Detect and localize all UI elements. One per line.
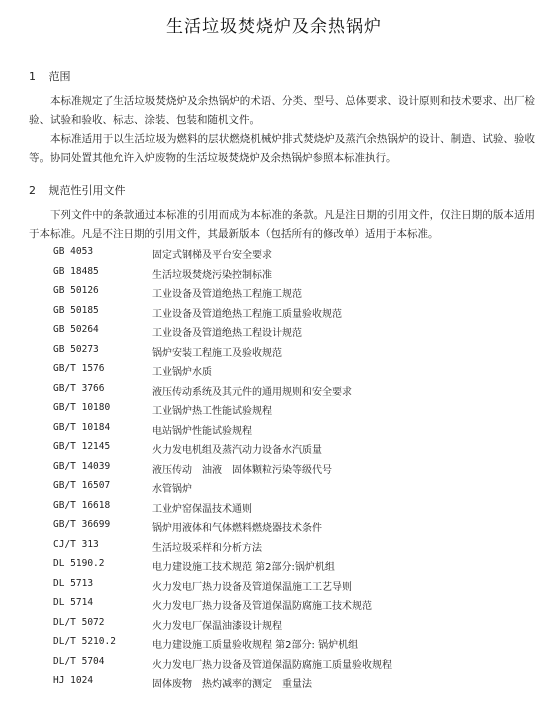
reference-code: DL/T 5704 [53,655,105,667]
reference-code: GB/T 10184 [53,421,111,433]
reference-name: 固体废物 热灼减率的测定 重量法 [152,679,312,690]
section-title: 范围 [48,70,71,83]
section-number: 1 [29,70,36,83]
section-title: 规范性引用文件 [48,184,126,197]
reference-name: 工业炉窑保温技术通则 [152,503,252,515]
reference-code: GB 18485 [53,265,99,277]
reference-code: GB 50185 [53,304,99,316]
reference-name: 工业锅炉热工性能试验规程 [152,406,272,417]
reference-code: GB/T 10180 [53,402,111,413]
reference-item [0,500,548,519]
reference-name: 电力建设施工质量验收规程 第2部分: 锅炉机组 [152,640,359,651]
reference-code: GB/T 3766 [53,382,105,394]
reference-item [0,480,548,499]
reference-code: GB/T 12145 [53,441,111,452]
reference-item [0,305,548,324]
reference-code: DL/T 5072 [53,616,105,628]
reference-name: 生活垃圾焚烧污染控制标准 [152,269,272,281]
reference-code: GB 4053 [53,246,94,257]
reference-code: CJ/T 313 [53,538,99,550]
reference-item [0,402,548,421]
reference-code: GB/T 16618 [53,499,111,511]
reference-name: 工业设备及管道绝热工程施工质量验收规范 [152,308,342,320]
reference-name: 水管锅炉 [152,484,192,495]
document-title: 生活垃圾焚烧炉及余热锅炉 [166,17,382,37]
reference-item [0,675,548,694]
reference-name: 电站锅炉性能试验规程 [152,425,252,437]
reference-name: 火力发电机组及蒸汽动力设备水汽质量 [152,445,322,456]
section-heading [29,182,126,198]
section-number: 2 [29,184,36,197]
reference-name: 工业设备及管道绝热工程施工规范 [152,289,302,300]
reference-item [0,363,548,382]
reference-item [0,617,548,636]
reference-name: 生活垃圾采样和分析方法 [152,542,262,554]
reference-code: DL/T 5210.2 [53,636,116,647]
reference-name: 锅炉用液体和气体燃料燃烧器技术条件 [152,523,322,534]
reference-name: 火力发电厂热力设备及管道保温防腐施工技术规范 [152,601,372,612]
reference-code: GB/T 36699 [53,519,111,530]
reference-item [0,461,548,480]
reference-name: 火力发电厂热力设备及管道保温施工工艺导则 [152,581,352,593]
reference-code: GB 50264 [53,324,99,335]
paragraph: 本标准适用于以生活垃圾为燃料的层状燃烧机械炉排式焚烧炉及蒸汽余热锅炉的设计、制造、试验、验收等。协同处置其他允许入炉废物的生活垃圾焚烧炉及余热锅炉参照本标准执行。 [29,133,535,164]
reference-code: GB/T 16507 [53,480,111,491]
section-heading [29,68,71,84]
reference-item [0,246,548,265]
reference-item [0,324,548,343]
reference-item [0,519,548,538]
reference-name: 锅炉安装工程施工及验收规范 [152,347,282,359]
reference-item [0,578,548,597]
reference-item [0,597,548,616]
reference-code: GB 50273 [53,343,99,355]
reference-item [0,344,548,363]
reference-item [0,539,548,558]
paragraph: 下列文件中的条款通过本标准的引用而成为本标准的条款。凡是注日期的引用文件，仅注日期的版本适用于本标准。凡是不注日期的引用文件，其最新版本（包括所有的修改单）适用于本标准。 [29,209,535,240]
reference-item [0,636,548,655]
paragraph: 本标准规定了生活垃圾焚烧炉及余热锅炉的术语、分类、型号、总体要求、设计原则和技术要求、出厂检验、试验和验收、标志、涂装、包装和随机文件。 [29,95,535,126]
reference-item [0,266,548,285]
reference-name: 火力发电厂热力设备及管道保温防腐施工质量验收规程 [152,659,392,671]
reference-item [0,441,548,460]
reference-item [0,558,548,577]
reference-code: HJ 1024 [53,675,94,686]
reference-code: GB/T 1576 [53,363,105,374]
reference-name: 火力发电厂保温油漆设计规程 [152,620,282,632]
reference-name: 液压传动系统及其元件的通用规则和安全要求 [152,386,352,398]
reference-name: 固定式钢梯及平台安全要求 [152,250,272,261]
reference-name: 电力建设施工技术规范 第2部分:锅炉机组 [152,562,335,573]
reference-item [0,285,548,304]
reference-item [0,422,548,441]
reference-name: 工业设备及管道绝热工程设计规范 [152,328,302,339]
reference-item [0,383,548,402]
reference-code: GB 50126 [53,285,99,296]
reference-code: DL 5713 [53,577,94,589]
reference-item [0,656,548,675]
reference-name: 工业锅炉水质 [152,367,212,378]
reference-code: DL 5714 [53,597,94,608]
reference-code: GB/T 14039 [53,460,111,472]
reference-code: DL 5190.2 [53,558,105,569]
reference-name: 液压传动 油液 固体颗粒污染等级代号 [152,464,332,476]
